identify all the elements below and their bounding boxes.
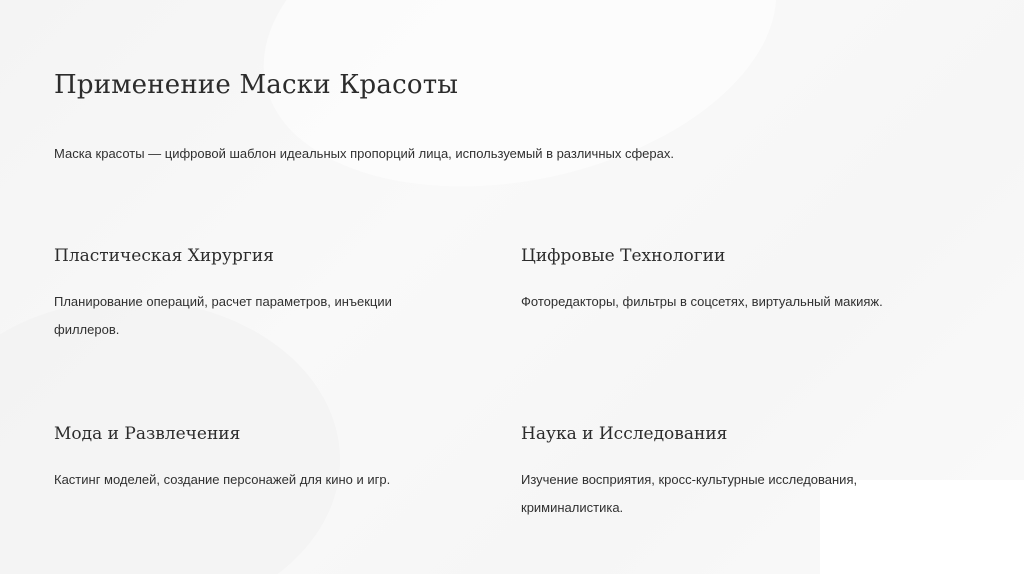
intro-text: Маска красоты — цифровой шаблон идеальных пропорций лица, используемый в различных сферах.	[54, 146, 674, 161]
section-fashion-entertainment	[54, 422, 494, 494]
section-heading: Пластическая Хирургия	[54, 246, 274, 266]
section-heading: Цифровые Технологии	[521, 246, 726, 266]
section-text: Кастинг моделей, создание персонажей для кино и игр.	[54, 472, 391, 487]
section-digital-technologies	[521, 244, 961, 316]
background-shape	[234, 0, 805, 231]
section-text: Планирование операций, расчет параметров, инъекции филлеров.	[54, 294, 392, 337]
section-heading: Наука и Исследования	[521, 424, 728, 444]
section-science-research	[521, 422, 961, 522]
section-heading: Мода и Развлечения	[54, 424, 241, 444]
section-text: Фоторедакторы, фильтры в соцсетях, виртуальный макияж.	[521, 294, 883, 309]
slide-title: Применение Маски Красоты	[54, 70, 459, 100]
section-text: Изучение восприятия, кросс-культурные исследования, криминалистика.	[521, 472, 858, 515]
section-plastic-surgery	[54, 244, 494, 344]
